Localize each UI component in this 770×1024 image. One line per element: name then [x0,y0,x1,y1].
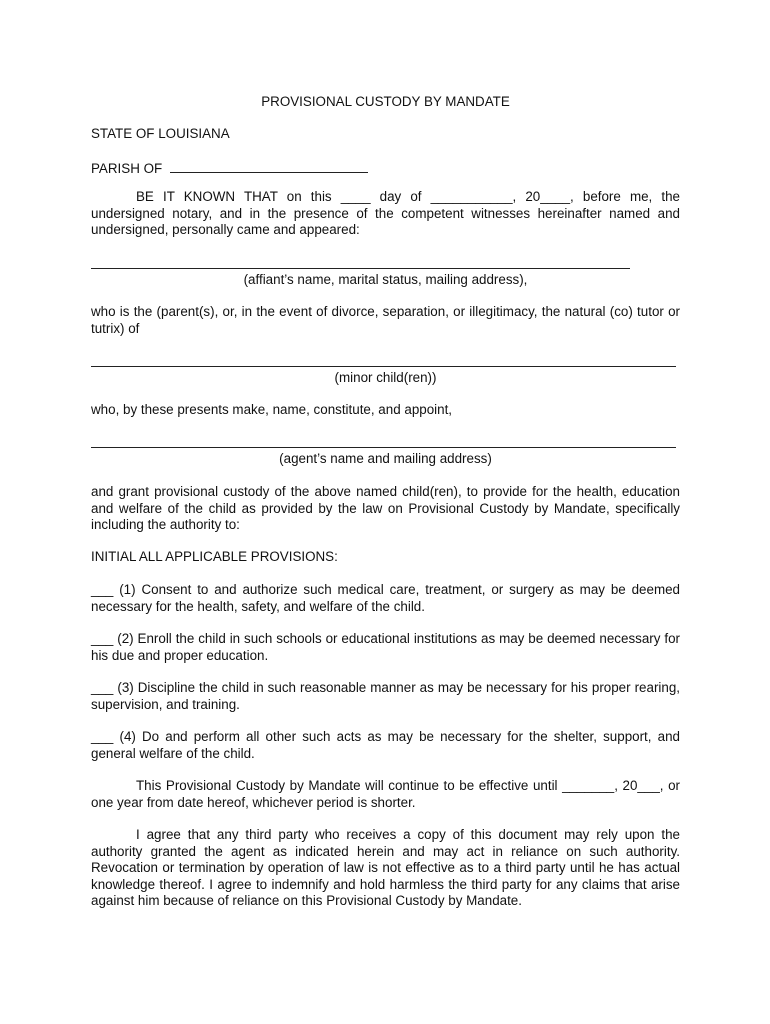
agent-caption: (agent’s name and mailing address) [279,451,492,466]
initial-heading: INITIAL ALL APPLICABLE PROVISIONS: [91,549,338,564]
parish-blank[interactable] [170,159,368,173]
affiant-caption: (affiant’s name, marital status, mailing address), [243,272,528,287]
state-line: STATE OF LOUISIANA [91,126,230,141]
affiant-blank-line[interactable] [91,268,630,269]
minor-blank-line[interactable] [91,366,676,367]
provision-2: ___ (2) Enroll the child in such schools or educational institutions as may be deemed necessary for his due and proper education. [91,631,680,663]
provision-1: ___ (1) Consent to and authorize such medical care, treatment, or surgery as may be deemed necessary for the health, safety, and welfare of the child. [91,582,680,614]
agree-paragraph: I agree that any third party who receives a copy of this document may rely upon the authority granted the agent as indicated herein and may act in reliance on such authority. Revocation or termination by operation of law is not effective as to a third party until he has actual knowledge thereof. I agree to indemnify and hold harmless the third party for any claims that arise against him because of reliance on this Provisional Custody by Mandate. [91,827,680,908]
grant-paragraph: and grant provisional custody of the above named child(ren), to provide for the health, education and welfare of the child as provided by the law on Provisional Custody by Mandate, specifically including the authority to: [91,484,680,532]
parent-paragraph: who is the (parent(s), or, in the event of divorce, separation, or illegitimacy, the natural (co) tutor or tutrix) of [91,304,680,336]
document-title: PROVISIONAL CUSTODY BY MANDATE [261,94,510,109]
provision-3: ___ (3) Discipline the child in such reasonable manner as may be necessary for his proper rearing, supervision, and training. [91,680,680,712]
effective-paragraph: This Provisional Custody by Mandate will continue to be effective until _______, 20___, or one year from date hereof, whichever period is shorter. [91,778,680,810]
provision-4: ___ (4) Do and perform all other such acts as may be necessary for the shelter, support, and general welfare of the child. [91,729,680,761]
known-paragraph: BE IT KNOWN THAT on this ____ day of ___________, 20____, before me, the undersigned notary, and in the presence of the competent witnesses hereinafter named and undersigned, personally came and appeared: [91,189,680,237]
parish-line [91,159,680,178]
appoint-paragraph: who, by these presents make, name, constitute, and appoint, [91,402,453,417]
minor-caption: (minor child(ren)) [334,370,437,385]
parish-label: PARISH OF [91,161,163,176]
agent-blank-line[interactable] [91,447,676,448]
